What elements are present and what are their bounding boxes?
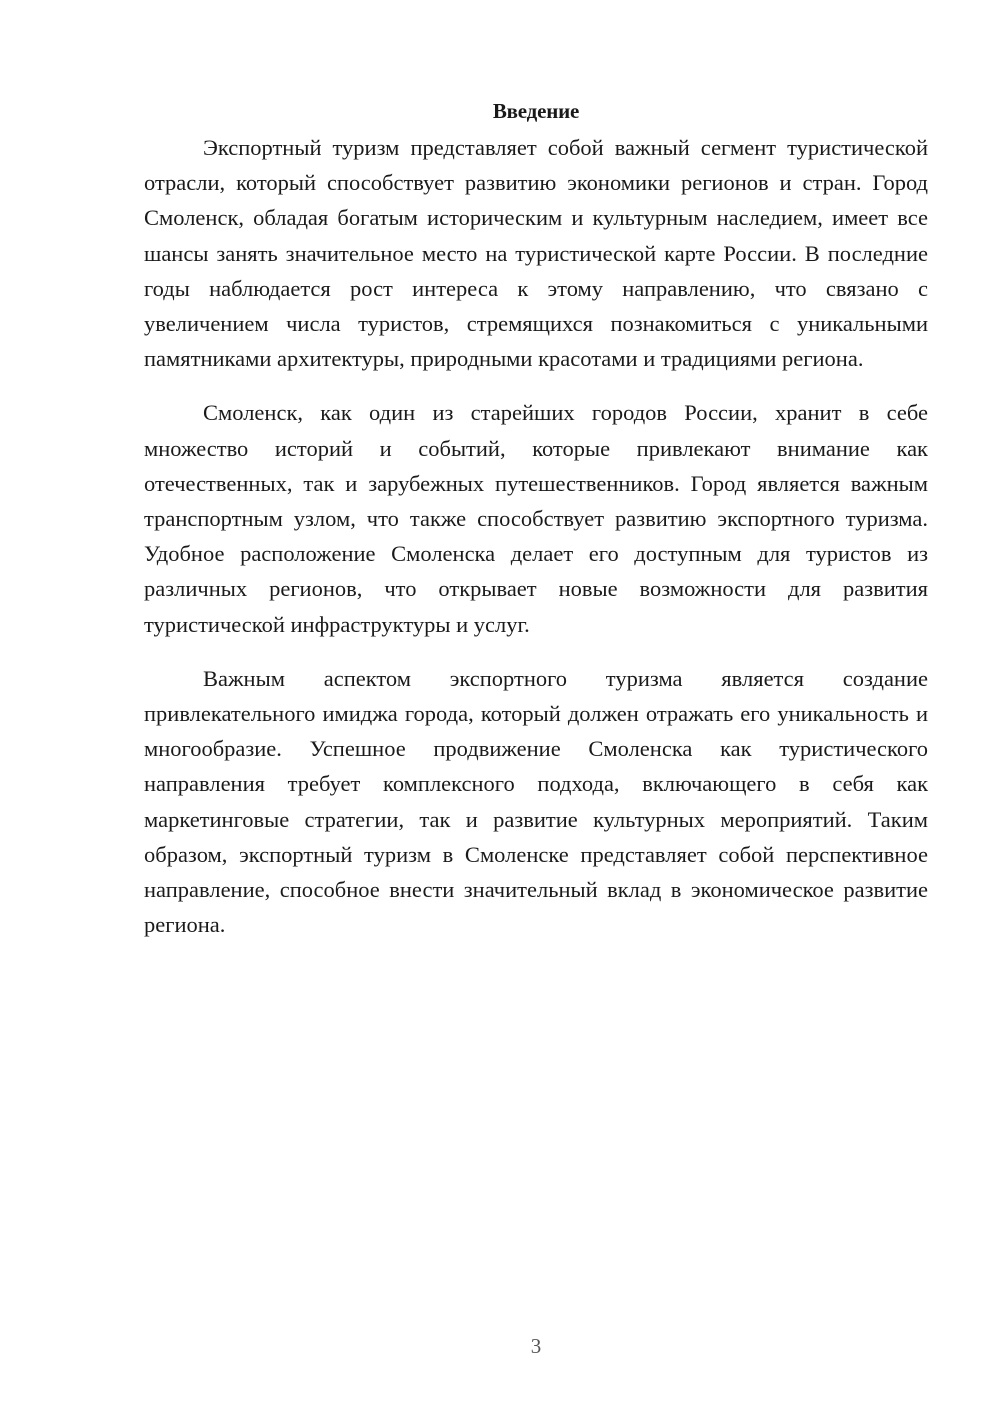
page-number: 3 [530,1334,542,1358]
paragraph-2: Смоленск, как один из старейших городов России, хранит в себе множество историй и событий, которые привлекают внимание как отечественных, так и зарубежных путешественников. Город является важным транспортным узлом, что также способствует развитию экспортного туризма. Удобное расположение Смоленска делает его доступным для туристов из различных регионов, что открывает новые возможности для развития туристической инфраструктуры и услуг. [144,400,928,637]
section-heading: Введение [492,99,580,123]
paragraph-3: Важным аспектом экспортного туризма является создание привлекательного имиджа города, который должен отражать его уникальность и многообразие. Успешное продвижение Смоленска как туристического направления требует комплексного подхода, включающего в себя как маркетинговые стратегии, так и развитие культурных мероприятий. Таким образом, экспортный туризм в Смоленске представляет собой перспективное направление, способное внести значительный вклад в экономическое развитие региона. [144,665,928,938]
paragraph-1: Экспортный туризм представляет собой важный сегмент туристической отрасли, который способствует развитию экономики регионов и стран. Город Смоленск, обладая богатым историческим и культурным наследием, имеет все шансы занять значительное место на туристической карте России. В последние годы наблюдается рост интереса к этому направлению, что связано с увеличением числа туристов, стремящихся познакомиться с уникальными памятниками архитектуры, природными красотами и традициями региона. [144,135,928,372]
page-content [144,96,928,961]
